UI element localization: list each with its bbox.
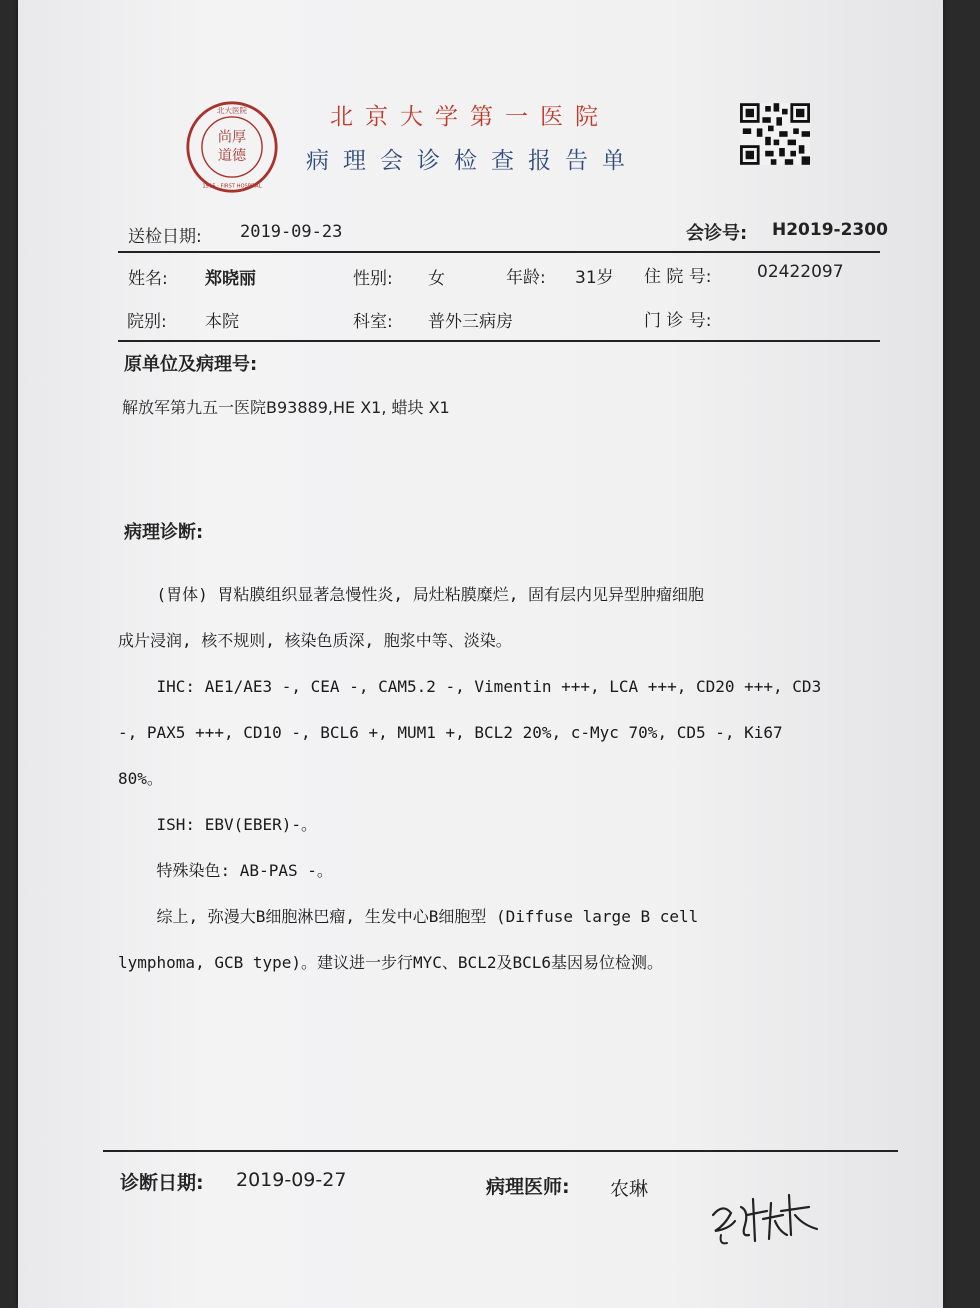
consult-no-label: 会诊号: — [686, 223, 748, 244]
patient-age: 31岁 — [575, 268, 614, 288]
gender-label: 性别: — [353, 269, 393, 289]
outpatient-label: 门 诊 号: — [644, 311, 712, 331]
diagnosis-line: (胃体) 胃粘膜组织显著急慢性炎, 局灶粘膜糜烂, 固有层内见异型肿瘤细胞 — [118, 585, 704, 604]
svg-text:道德: 道德 — [217, 148, 247, 165]
consult-no-value: H2019-2300 — [772, 220, 888, 240]
submit-date-label: 送检日期: — [128, 227, 202, 247]
qr-code-icon — [740, 103, 810, 165]
patient-hospital: 本院 — [205, 312, 239, 332]
report-title: 病理会诊检查报告单 — [306, 148, 639, 174]
diagnosis-line: ISH: EBV(EBER)-。 — [118, 815, 318, 834]
inpatient-label: 住 院 号: — [644, 267, 712, 287]
diagnosis-line: 80%。 — [118, 769, 163, 788]
diagnosis-line: 特殊染色: AB-PAS -。 — [118, 861, 333, 880]
name-label: 姓名: — [128, 269, 168, 289]
svg-text:北大医院: 北大医院 — [216, 106, 248, 116]
inpatient-no: 02422097 — [757, 262, 844, 282]
age-label: 年龄: — [506, 268, 546, 288]
diag-date-value: 2019-09-27 — [236, 1169, 347, 1191]
diagnosis-heading: 病理诊断: — [124, 522, 204, 543]
pathologist-signature — [705, 1185, 835, 1255]
origin-heading: 原单位及病理号: — [124, 354, 258, 375]
footer-rule — [103, 1150, 898, 1152]
patient-dept: 普外三病房 — [428, 312, 513, 332]
hospital-name: 北京大学第一医院 — [330, 104, 610, 130]
header-rule — [118, 251, 880, 253]
hospital-seal-logo — [185, 100, 279, 194]
patient-rule — [118, 340, 880, 342]
origin-text: 解放军第九五一医院B93889,HE X1, 蜡块 X1 — [122, 398, 450, 417]
diagnosis-body — [118, 560, 821, 997]
hospital-label: 院别: — [127, 312, 167, 332]
diagnosis-line: lymphoma, GCB type)。建议进一步行MYC、BCL2及BCL6基因易位检测。 — [118, 953, 663, 972]
diagnosis-line: IHC: AE1/AE3 -, CEA -, CAM5.2 -, Vimentin +++, LCA +++, CD20 +++, CD3 — [118, 677, 822, 696]
dept-label: 科室: — [353, 312, 393, 332]
submit-date-value: 2019-09-23 — [240, 222, 343, 242]
patient-name: 郑晓丽 — [205, 269, 256, 289]
diagnosis-line: 综上, 弥漫大B细胞淋巴瘤, 生发中心B细胞型 (Diffuse large B cell — [118, 907, 699, 926]
diagnosis-line: -, PAX5 +++, CD10 -, BCL6 +, MUM1 +, BCL2 20%, c-Myc 70%, CD5 -, Ki67 — [118, 723, 783, 742]
svg-text:尚厚: 尚厚 — [217, 129, 247, 146]
diagnosis-line: 成片浸润, 核不规则, 核染色质深, 胞浆中等、淡染。 — [118, 631, 512, 650]
pathologist-name: 农琳 — [610, 1178, 649, 1200]
diag-date-label: 诊断日期: — [120, 1172, 204, 1194]
svg-text:1915 · FIRST HOSPITAL: 1915 · FIRST HOSPITAL — [202, 183, 262, 190]
patient-gender: 女 — [428, 269, 445, 289]
pathologist-label: 病理医师: — [486, 1176, 570, 1198]
